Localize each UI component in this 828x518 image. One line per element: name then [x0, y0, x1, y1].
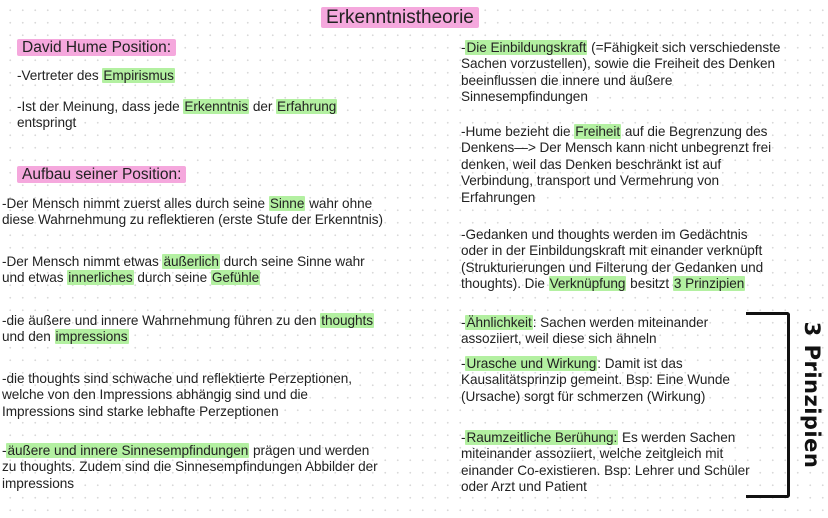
- paragraph-einbildungskraft: -Die Einbildungskraft (=Fähigkeit sich verschiedenste Sachen vorzustellen), sowie die Freiheit des Denken beeinflussen die innere und äußere Sinnesempfindungen: [461, 40, 781, 105]
- paragraph-freiheit: -Hume bezieht die Freiheit auf die Begrenzung des Denkens—> Der Mensch kann nicht unbegrenzt frei denken, weil das Denken beschränkt ist auf Verbindung, transport und Vermehrung von Erfahrungen: [461, 124, 772, 205]
- paragraph-sinnesempfindungen: -äußere und innere Sinnesempfindungen prägen und werden zu thoughts. Zudem sind die Sinnesempfindungen Abbilder der impressions: [2, 443, 378, 491]
- heading-aufbau-seiner-position: Aufbau seiner Position:: [17, 165, 186, 184]
- paragraph-raumzeitliche-beruehrung: -Raumzeitliche Berühung: Es werden Sachen miteinander assoziiert, welche zeitgleich mit einander Co-existieren. Bsp: Lehrer und Schüler oder Arzt und Patient: [461, 430, 750, 495]
- paragraph-aehnlichkeit: -Ähnlichkeit: Sachen werden miteinander assoziiert, weil diese sich ähneln: [461, 315, 709, 347]
- paragraph-aeusserlich-innerlich: -Der Mensch nimmt etwas äußerlich durch seine Sinne wahr und etwas innerliches durch seine Gefühle: [2, 254, 365, 286]
- paragraph-empirismus: -Vertreter des Empirismus: [17, 68, 174, 83]
- paragraph-thoughts-impressions: -die äußere und innere Wahrnehmung führen zu den thoughts und den impressions: [2, 313, 373, 345]
- paragraph-perzeptionen: -die thoughts sind schwache und reflektierte Perzeptionen, welche von den Impressions abhängig sind und die Impressions sind starke lebhafte Perzeptionen: [2, 371, 352, 419]
- paragraph-erkenntnis-erfahrung: -Ist der Meinung, dass jede Erkenntnis der Erfahrung entspringt: [17, 99, 337, 131]
- prinzipien-bracket: [746, 312, 790, 498]
- heading-david-hume-position: David Hume Position:: [17, 38, 176, 57]
- paragraph-verknuepfung: -Gedanken und thoughts werden im Gedächtnis oder in der Einbildungskraft mit einander verknüpft (Strukturierungen und Filterung der Gedanken und thoughts). Die Verknüpfung besitzt 3 Prinzipien: [461, 227, 764, 292]
- prinzipien-label: 3 Prinzipien: [800, 321, 824, 469]
- paragraph-ursache-wirkung: -Urasche und Wirkung: Damit ist das Kausalitätsprinzip gemeint. Bsp: Eine Wunde (Ursache) sorgt für schmerzen (Wirkung): [461, 356, 730, 404]
- paragraph-sinne: -Der Mensch nimmt zuerst alles durch seine Sinne wahr ohne diese Wahrnehmung zu reflektieren (erste Stufe der Erkenntnis): [2, 196, 383, 228]
- page-title: Erkenntnistheorie: [321, 7, 479, 29]
